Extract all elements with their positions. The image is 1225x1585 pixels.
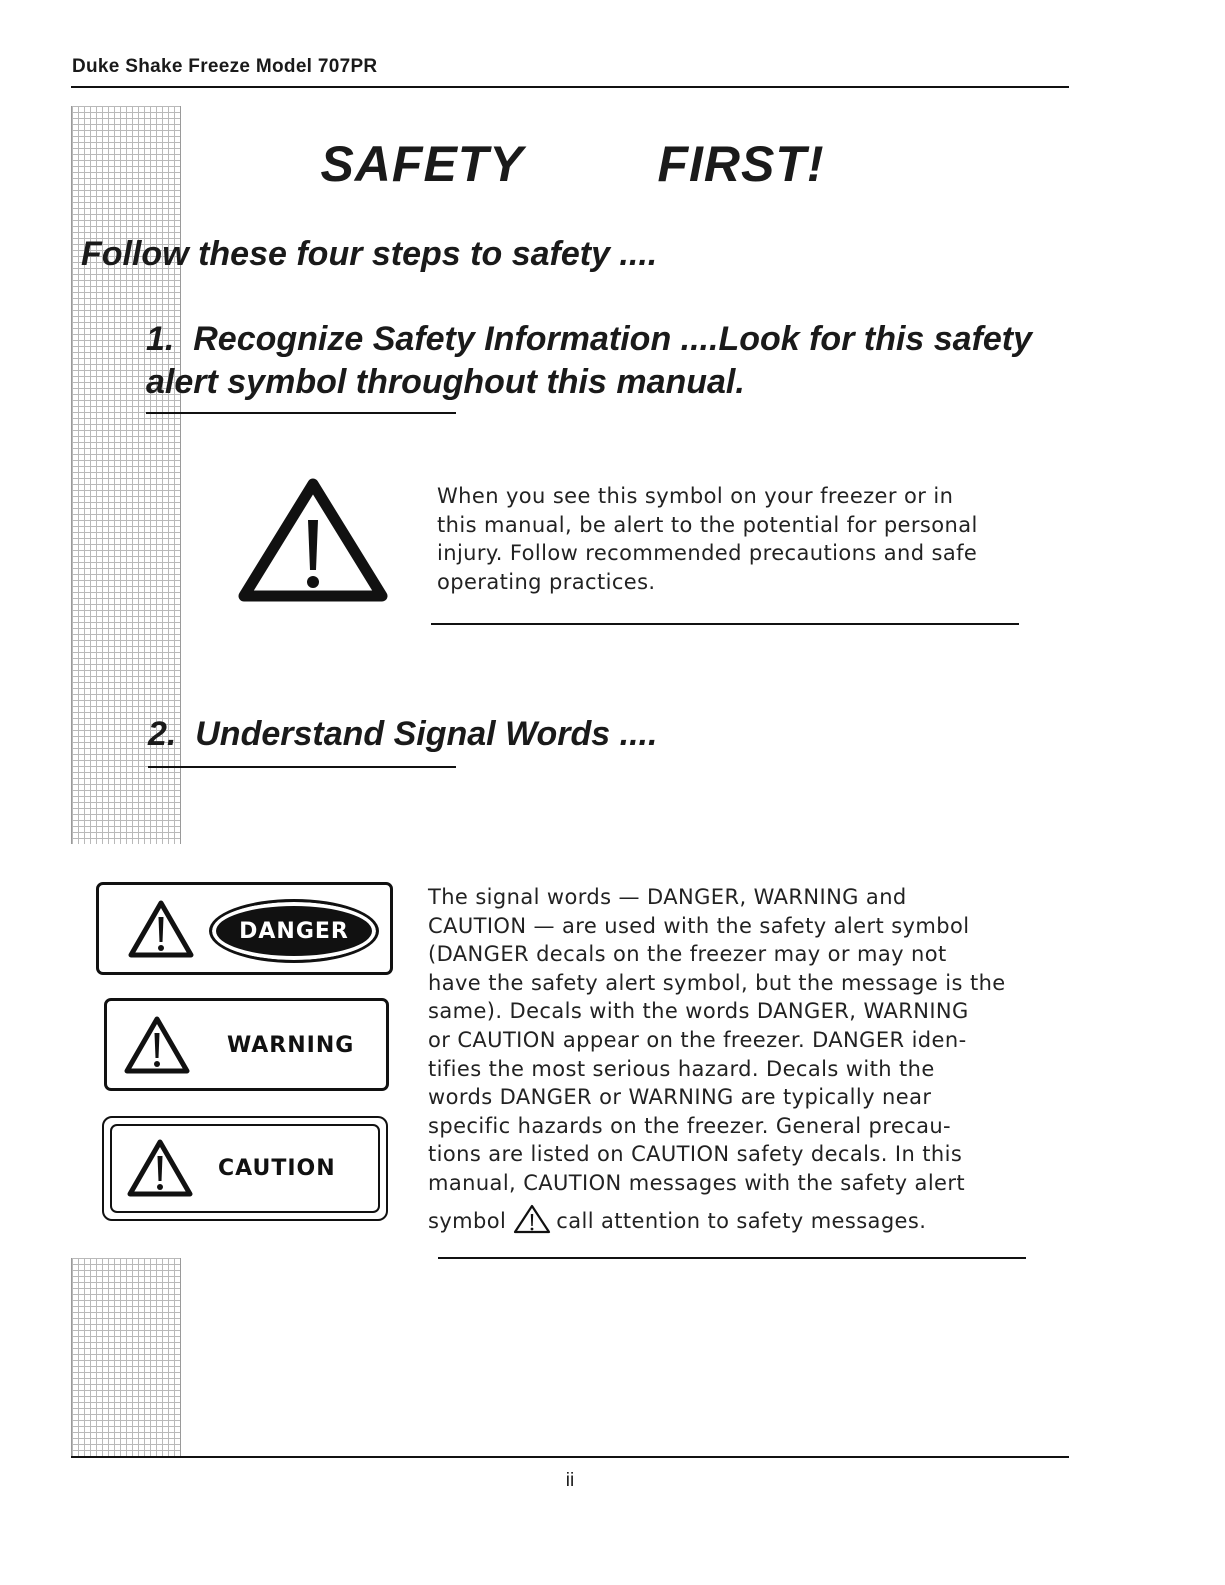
step2-line: tifies the most serious hazard. Decals with the — [428, 1056, 935, 1081]
step2-line: tions are listed on CAUTION safety decals. In this — [428, 1142, 963, 1167]
caution-decal — [102, 1116, 388, 1221]
safety-alert-triangle-icon — [238, 478, 388, 604]
warning-decal — [104, 998, 389, 1091]
step1-heading — [146, 318, 1032, 404]
step2-heading-rule — [148, 766, 456, 768]
grid-strip-bottom — [71, 1258, 181, 1456]
step2-paragraph-rule — [438, 1257, 1026, 1259]
caution-decal-inner — [110, 1124, 380, 1213]
step1-line: operating practices. — [437, 569, 656, 594]
page-title: SAFETY FIRST! — [320, 136, 825, 192]
step1-heading-line1: 1. Recognize Safety Information ....Look for this safety — [146, 320, 1033, 358]
step2-heading: 2. Understand Signal Words .... — [148, 715, 658, 753]
step2-line: have the safety alert symbol, but the message is the — [428, 970, 1006, 995]
warning-label: WARNING — [227, 1033, 355, 1058]
danger-label-oval — [209, 899, 379, 963]
step1-line: this manual, be alert to the potential for personal — [437, 512, 978, 537]
alert-triangle-icon — [126, 1138, 194, 1198]
step2-line: same). Decals with the words DANGER, WARNING — [428, 999, 969, 1024]
step1-line: injury. Follow recommended precautions and safe — [437, 541, 978, 566]
step1-paragraph-rule — [431, 623, 1019, 625]
step1-line: When you see this symbol on your freezer or in — [437, 484, 954, 508]
step1-paragraph — [437, 482, 978, 596]
intro-heading: Follow these four steps to safety .... — [81, 235, 658, 273]
step2-line: or CAUTION appear on the freezer. DANGER iden- — [428, 1027, 967, 1052]
step2-line: The signal words — DANGER, WARNING and — [428, 885, 907, 909]
step2-line: specific hazards on the freezer. General precau- — [428, 1113, 952, 1138]
inline-alert-triangle-icon — [512, 1204, 552, 1234]
step2-last-line-start: symbol — [428, 1208, 507, 1233]
running-header: Duke Shake Freeze Model 707PR — [72, 56, 378, 77]
step2-line: (DANGER decals on the freezer may or may not — [428, 942, 947, 967]
page-number: ii — [565, 1470, 575, 1491]
alert-triangle-icon — [127, 899, 195, 959]
step2-line: manual, CAUTION messages with the safety alert — [428, 1170, 966, 1195]
step1-heading-line2: alert symbol throughout this manual. — [146, 363, 745, 401]
step2-paragraph — [428, 883, 1006, 1236]
step2-line: CAUTION — are used with the safety alert symbol — [428, 913, 970, 938]
danger-label: DANGER — [239, 918, 349, 944]
step2-last-line-end: call attention to safety messages. — [556, 1208, 927, 1233]
header-rule — [71, 86, 1069, 88]
step2-last-line — [428, 1204, 1006, 1236]
step2-line: words DANGER or WARNING are typically near — [428, 1085, 932, 1110]
footer-rule — [71, 1456, 1069, 1458]
caution-label: CAUTION — [218, 1156, 336, 1181]
danger-decal — [96, 882, 393, 975]
step1-heading-rule — [146, 412, 456, 414]
alert-triangle-icon — [123, 1015, 191, 1075]
